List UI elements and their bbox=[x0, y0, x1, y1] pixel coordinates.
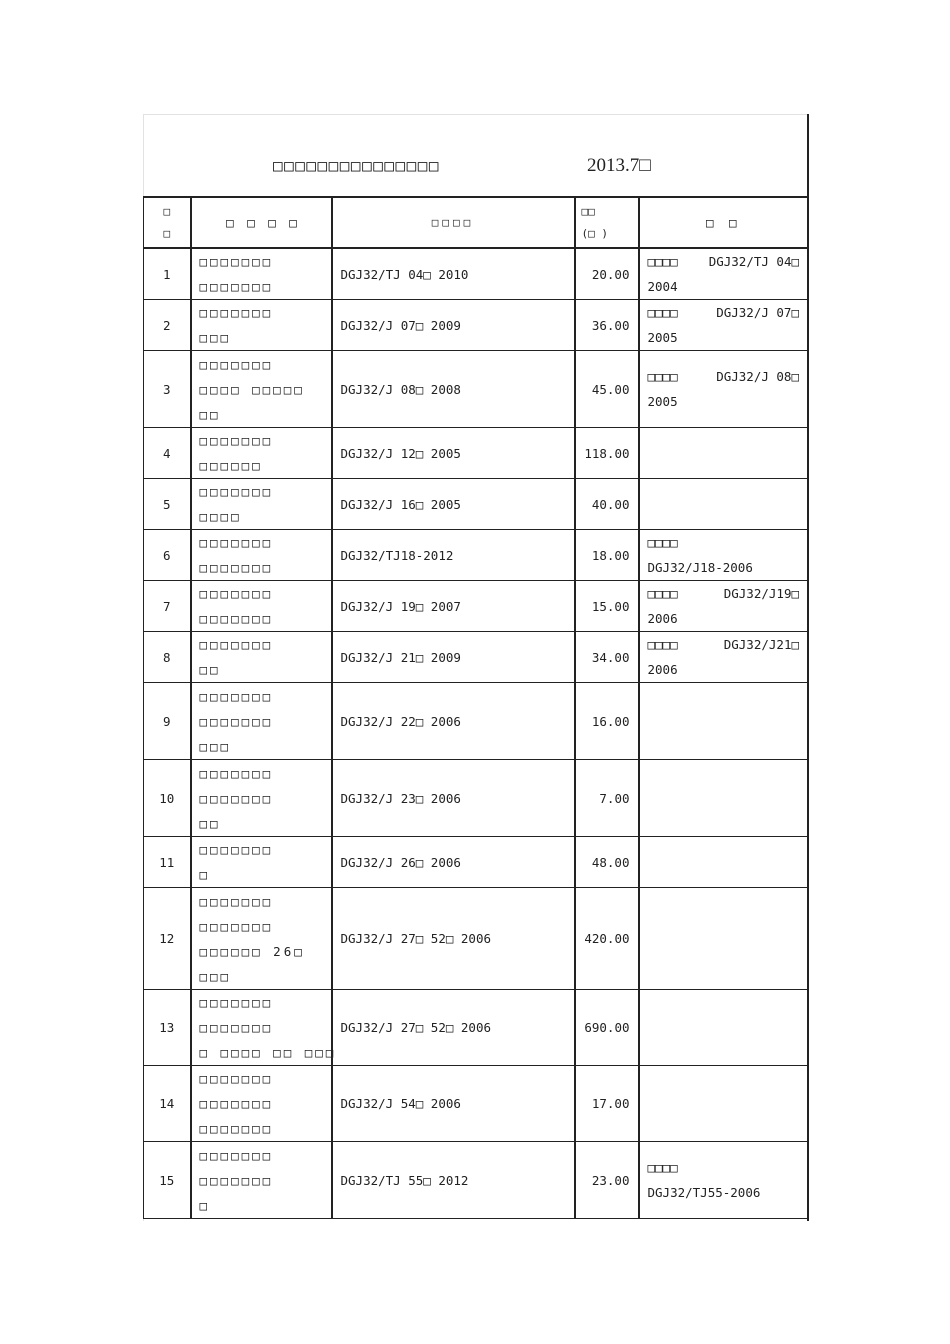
price: 40.00 bbox=[575, 479, 639, 530]
standard-name bbox=[191, 1066, 332, 1142]
standard-name-line: □ bbox=[199, 867, 211, 882]
standard-name-line: □□□□□□□ bbox=[199, 484, 274, 499]
standard-name-line: □ bbox=[199, 1197, 211, 1213]
row-number: 10 bbox=[144, 760, 191, 837]
table-row bbox=[144, 530, 808, 581]
standard-name-line: □□□□□□□ bbox=[199, 765, 274, 781]
remark-year: 2006 bbox=[647, 611, 678, 626]
remark bbox=[639, 990, 808, 1066]
table-row bbox=[144, 760, 808, 837]
standard-name bbox=[191, 479, 332, 530]
row-number: 5 bbox=[144, 479, 191, 530]
standard-name-line: □□□□□□□ bbox=[199, 586, 274, 601]
standard-name-line: □□□□□□□ bbox=[199, 1071, 274, 1086]
row-number: 2 bbox=[144, 300, 191, 351]
header-price-line: □□ bbox=[581, 204, 595, 218]
standard-name bbox=[191, 632, 332, 683]
remark bbox=[639, 760, 808, 837]
document-title: □□□□□□□□□□□□□□□ bbox=[273, 156, 440, 175]
remark bbox=[639, 1066, 808, 1142]
standard-name bbox=[191, 248, 332, 300]
standard-code: DGJ32/J 54□ 2006 bbox=[332, 1066, 575, 1142]
remark-replaces: □□□□ bbox=[647, 305, 678, 320]
row-number: 4 bbox=[144, 428, 191, 479]
price: 118.00 bbox=[575, 428, 639, 479]
standard-name-line: □□□□□□□ bbox=[199, 688, 274, 704]
remark-replaces: □□□□ bbox=[647, 637, 678, 652]
remark-line bbox=[648, 300, 800, 325]
standard-name-line: □□□□□□□ bbox=[199, 713, 274, 729]
standard-name-line: □□□□□□□ bbox=[199, 1096, 274, 1111]
standard-code: DGJ32/J 22□ 2006 bbox=[332, 683, 575, 760]
standard-name bbox=[191, 683, 332, 760]
remark-line bbox=[648, 249, 800, 274]
table-row bbox=[144, 479, 808, 530]
standard-name-line: □□□□□□□ bbox=[199, 356, 274, 372]
remark-code: DGJ32/J 07□ bbox=[716, 305, 799, 320]
standard-code: DGJ32/J 21□ 2009 bbox=[332, 632, 575, 683]
table-row bbox=[144, 990, 808, 1066]
remark-line bbox=[648, 581, 800, 606]
remark-replaces: □□□□ bbox=[647, 535, 678, 550]
price: 36.00 bbox=[575, 300, 639, 351]
standard-name-line: □□□□ □□□□□ bbox=[199, 381, 305, 397]
row-number: 9 bbox=[144, 683, 191, 760]
header-price-line: (□ ) bbox=[581, 226, 608, 240]
standard-name bbox=[191, 837, 332, 888]
header-name: □ □ □ □ bbox=[191, 197, 332, 248]
remark bbox=[639, 837, 808, 888]
remark-line bbox=[648, 1155, 800, 1180]
header-no bbox=[144, 197, 191, 248]
remark-line bbox=[648, 632, 800, 657]
remark-year: 2006 bbox=[647, 662, 678, 677]
standard-name-line: □ □□□□ □□ □□□ bbox=[199, 1045, 337, 1060]
standard-name bbox=[191, 581, 332, 632]
table-header-row bbox=[144, 197, 808, 248]
standard-code: DGJ32/J 27□ 52□ 2006 bbox=[332, 990, 575, 1066]
standard-name-line: □□□□□□□ bbox=[199, 1020, 274, 1035]
remark-line bbox=[648, 530, 800, 555]
row-number: 6 bbox=[144, 530, 191, 581]
price: 48.00 bbox=[575, 837, 639, 888]
remark-replaces: □□□□ bbox=[647, 1160, 678, 1175]
remark-code: DGJ32/TJ 04□ bbox=[708, 254, 799, 269]
remark-year: 2005 bbox=[647, 394, 678, 409]
standard-name-line: □□□□□□□ bbox=[199, 637, 274, 652]
standard-code: DGJ32/TJ 55□ 2012 bbox=[332, 1142, 575, 1219]
standard-name-line: □□ bbox=[199, 815, 221, 831]
price: 34.00 bbox=[575, 632, 639, 683]
standard-name-line: □□□□□□□ bbox=[199, 279, 274, 294]
standard-code: DGJ32/J 19□ 2007 bbox=[332, 581, 575, 632]
standard-name-line: □□ bbox=[199, 662, 221, 677]
row-number: 8 bbox=[144, 632, 191, 683]
row-number: 12 bbox=[144, 888, 191, 990]
row-number: 14 bbox=[144, 1066, 191, 1142]
standard-name bbox=[191, 888, 332, 990]
table-row bbox=[144, 581, 808, 632]
standard-code: DGJ32/J 07□ 2009 bbox=[332, 300, 575, 351]
remark bbox=[639, 683, 808, 760]
price: 690.00 bbox=[575, 990, 639, 1066]
standard-name-line: □□□□□□□ bbox=[199, 560, 274, 575]
standard-name-line: □□□□□□ bbox=[199, 458, 263, 473]
standards-table bbox=[143, 196, 808, 1219]
standard-name-line: □□□ bbox=[199, 738, 232, 754]
remark bbox=[639, 428, 808, 479]
standard-name-line: □□□□□□□ bbox=[199, 1121, 274, 1136]
standard-name bbox=[191, 990, 337, 1066]
row-number: 13 bbox=[144, 990, 191, 1066]
remark bbox=[639, 632, 808, 683]
remark bbox=[639, 530, 808, 581]
remark bbox=[639, 248, 808, 300]
standard-name bbox=[191, 428, 332, 479]
remark-replaces: □□□□ bbox=[647, 586, 678, 601]
standard-name-line: □□□□□□□ bbox=[199, 305, 274, 320]
remark-code: DGJ32/J 08□ bbox=[716, 369, 799, 384]
table-row bbox=[144, 683, 808, 760]
standard-code: DGJ32/TJ 04□ 2010 bbox=[332, 248, 575, 300]
table-row bbox=[144, 428, 808, 479]
standard-name bbox=[191, 530, 332, 581]
standard-name-line: □□□□□□□ bbox=[199, 1147, 274, 1163]
price: 7.00 bbox=[575, 760, 639, 837]
standard-name-line: □□□□□□□ bbox=[199, 893, 274, 909]
table-row bbox=[144, 248, 808, 300]
standard-name bbox=[191, 760, 332, 837]
price: 17.00 bbox=[575, 1066, 639, 1142]
row-number: 11 bbox=[144, 837, 191, 888]
standard-name bbox=[191, 300, 332, 351]
remark-year: DGJ32/J18-2006 bbox=[647, 560, 753, 575]
table-row bbox=[144, 1142, 808, 1219]
table-row bbox=[144, 300, 808, 351]
row-number: 15 bbox=[144, 1142, 191, 1219]
standard-code: DGJ32/J 23□ 2006 bbox=[332, 760, 575, 837]
standard-name bbox=[191, 1142, 332, 1219]
remark-year: 2004 bbox=[647, 279, 678, 294]
remark bbox=[639, 581, 808, 632]
header-code: □□□□ bbox=[332, 197, 575, 248]
standard-name-line: □□□□□□□ bbox=[199, 842, 274, 857]
remark bbox=[639, 1142, 808, 1219]
header-no-line: □ bbox=[163, 226, 171, 240]
header-remark: □ □ bbox=[639, 197, 808, 248]
header-price bbox=[575, 197, 639, 248]
remark-line bbox=[648, 364, 800, 389]
standard-name-line: □□□□□□ 26□ bbox=[199, 943, 305, 959]
standard-name-line: □□□ bbox=[199, 330, 232, 345]
remark-code: DGJ32/J21□ bbox=[723, 637, 799, 652]
table-row bbox=[144, 1066, 808, 1142]
remark bbox=[639, 479, 808, 530]
price: 15.00 bbox=[575, 581, 639, 632]
price: 20.00 bbox=[575, 248, 639, 300]
standard-code: DGJ32/J 16□ 2005 bbox=[332, 479, 575, 530]
row-number: 7 bbox=[144, 581, 191, 632]
standard-code: DGJ32/J 12□ 2005 bbox=[332, 428, 575, 479]
remark bbox=[639, 351, 808, 428]
standard-name-line: □□□□□□□ bbox=[199, 254, 274, 269]
header-no-line: □ bbox=[163, 204, 171, 218]
price: 45.00 bbox=[575, 351, 639, 428]
document-date: 2013.7□ bbox=[587, 155, 651, 176]
row-number: 1 bbox=[144, 248, 191, 300]
standard-name-line: □□□□□□□ bbox=[199, 535, 274, 550]
standard-name-line: □□□□□□□ bbox=[199, 1172, 274, 1188]
standard-name-line: □□□□□□□ bbox=[199, 433, 274, 448]
remark-replaces: □□□□ bbox=[647, 254, 678, 269]
standard-name-line: □□ bbox=[199, 406, 221, 422]
standard-name-line: □□□□□□□ bbox=[199, 790, 274, 806]
remark-year: DGJ32/TJ55-2006 bbox=[647, 1185, 761, 1200]
table-row bbox=[144, 837, 808, 888]
standard-name-line: □□□ bbox=[199, 968, 232, 984]
standard-code: DGJ32/J 08□ 2008 bbox=[332, 351, 575, 428]
price: 16.00 bbox=[575, 683, 639, 760]
standard-code: DGJ32/TJ18-2012 bbox=[332, 530, 575, 581]
price: 420.00 bbox=[575, 888, 639, 990]
standard-name-line: □□□□□□□ bbox=[199, 918, 274, 934]
remark bbox=[639, 888, 808, 990]
remark bbox=[639, 300, 808, 351]
standard-name-line: □□□□□□□ bbox=[199, 995, 274, 1010]
remark-code: DGJ32/J19□ bbox=[723, 586, 799, 601]
standard-code: DGJ32/J 27□ 52□ 2006 bbox=[332, 888, 575, 990]
standard-name-line: □□□□□□□ bbox=[199, 611, 274, 626]
table-row bbox=[144, 632, 808, 683]
standard-code: DGJ32/J 26□ 2006 bbox=[332, 837, 575, 888]
price: 18.00 bbox=[575, 530, 639, 581]
standard-name bbox=[191, 351, 332, 428]
table-row bbox=[144, 888, 808, 990]
table-row bbox=[144, 351, 808, 428]
remark-replaces: □□□□ bbox=[647, 369, 678, 384]
remark-year: 2005 bbox=[647, 330, 678, 345]
price: 23.00 bbox=[575, 1142, 639, 1219]
row-number: 3 bbox=[144, 351, 191, 428]
standard-name-line: □□□□ bbox=[199, 509, 242, 524]
